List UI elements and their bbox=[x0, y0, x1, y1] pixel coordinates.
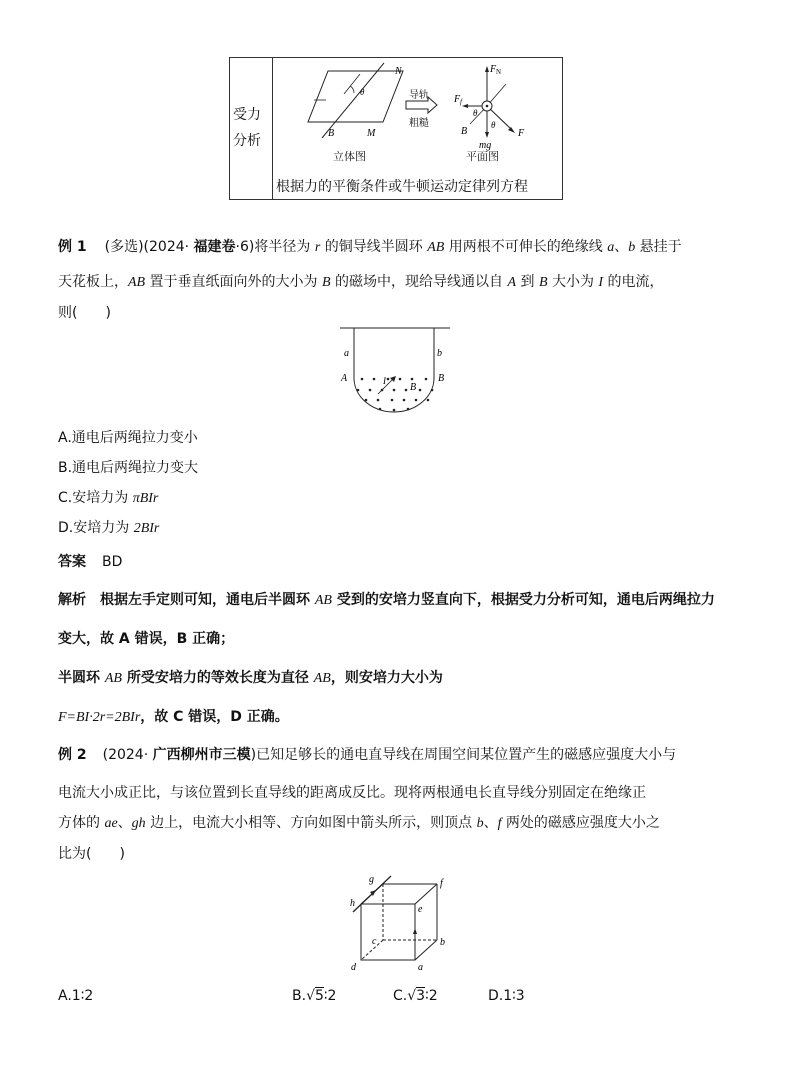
figure-plane-forces bbox=[440, 62, 540, 152]
caption-plane: 平面图 bbox=[466, 150, 499, 163]
analysis-line2: 变大，故 A 错误，B 正确； bbox=[58, 631, 235, 647]
text-fragment: 用两根不可伸长的绝缘线 bbox=[444, 239, 608, 255]
example2-label: 例 2 bbox=[58, 747, 87, 763]
current-arrow bbox=[378, 378, 394, 394]
analysis-line1 bbox=[58, 589, 715, 609]
answer-label: 答案 bbox=[58, 554, 86, 570]
example2-line3 bbox=[58, 812, 660, 832]
label-FN: F bbox=[490, 64, 497, 75]
force-mg-head bbox=[485, 132, 489, 138]
label-B-end: B bbox=[438, 373, 445, 384]
text-fragment: 所受安培力的等效长度为直径 bbox=[121, 670, 314, 686]
vertex-g: g bbox=[369, 874, 374, 885]
text-fragment: 大小为 bbox=[547, 274, 599, 290]
math-var: AB bbox=[427, 240, 445, 255]
label-a: a bbox=[344, 348, 349, 359]
math-var: AB bbox=[313, 671, 331, 686]
semicircle-ring bbox=[354, 378, 434, 412]
field-dots bbox=[357, 378, 434, 412]
source-name: 福建卷 bbox=[193, 239, 236, 255]
rod-line bbox=[322, 63, 384, 138]
example1-line1 bbox=[58, 236, 682, 256]
math-var: AB bbox=[128, 275, 146, 290]
text-fragment: (多选)(2024· bbox=[104, 239, 194, 255]
option-B: B.通电后两绳拉力变大 bbox=[58, 460, 199, 476]
text-fragment: 置于垂直纸面向外的大小为 bbox=[145, 274, 323, 290]
table-divider bbox=[272, 58, 273, 199]
text-fragment: ·6)将半径为 bbox=[235, 239, 315, 255]
text-fragment: )已知足够长的通电直导线在周围空间某位置产生的磁感应强度大小与 bbox=[250, 747, 677, 763]
rod-dot bbox=[486, 105, 489, 108]
text-fragment: 两处的磁感应强度大小之 bbox=[501, 815, 660, 831]
option-text: C. bbox=[393, 988, 408, 1004]
label-M: M bbox=[367, 128, 376, 139]
math-var: a bbox=[607, 240, 615, 255]
ex2-option-B bbox=[292, 988, 336, 1004]
example2-line1 bbox=[58, 744, 676, 764]
math-var: b bbox=[476, 816, 484, 831]
label-A: A bbox=[341, 373, 348, 384]
math-var: gh bbox=[131, 816, 146, 831]
math-var: I bbox=[598, 275, 604, 290]
math-var: A bbox=[507, 275, 517, 290]
label-theta2: θ bbox=[491, 120, 496, 130]
option-text: D.安培力为 bbox=[58, 520, 134, 536]
vertex-a: a bbox=[418, 962, 423, 973]
option-D bbox=[58, 517, 159, 537]
label-theta1: θ bbox=[473, 108, 478, 118]
sqrt-radicand: 3 bbox=[416, 988, 426, 1004]
option-C bbox=[58, 487, 158, 507]
text-fragment: 方体的 bbox=[58, 815, 105, 831]
option-text: B. bbox=[292, 988, 307, 1004]
sqrt-sign: √ bbox=[306, 988, 315, 1004]
label-I: I bbox=[383, 376, 386, 386]
vertex-c: c bbox=[372, 936, 377, 947]
option-text: ∶2 bbox=[425, 988, 438, 1004]
label-Ff: F bbox=[454, 94, 461, 105]
math-formula: F=BI·2r=2BIr bbox=[58, 710, 141, 725]
cube-edge-ba bbox=[415, 940, 437, 960]
option-A: A.通电后两绳拉力变小 bbox=[58, 430, 198, 446]
option-text: C.安培力为 bbox=[58, 490, 133, 506]
text-fragment: 的电流， bbox=[603, 274, 664, 290]
text-fragment: 根据左手定则可知，通电后半圆环 bbox=[100, 592, 315, 608]
example1-line2 bbox=[58, 271, 664, 291]
method-text: 根据力的平衡条件或牛顿运动定律列方程 bbox=[276, 179, 528, 195]
ex2-option-D: D.1∶3 bbox=[488, 988, 525, 1004]
label-B-plane: B bbox=[461, 126, 468, 137]
caption-3d: 立体图 bbox=[333, 150, 366, 163]
source-name: 广西柳州市三模 bbox=[152, 747, 251, 763]
example1-line3: 则( ) bbox=[58, 305, 111, 321]
math-var: r bbox=[314, 240, 321, 255]
text-fragment: 边上，电流大小相等、方向如图中箭头所示，则顶点 bbox=[145, 815, 477, 831]
vertex-h: h bbox=[350, 898, 355, 909]
answer-value: BD bbox=[102, 554, 123, 570]
ex2-option-C bbox=[393, 988, 438, 1004]
force-Ff-head bbox=[462, 104, 468, 108]
sqrt-radicand: 5 bbox=[314, 988, 324, 1004]
label-mg: mg bbox=[479, 140, 492, 151]
cube-edge-fe bbox=[415, 884, 437, 904]
text-fragment: 到 bbox=[516, 274, 539, 290]
vertex-f: f bbox=[440, 878, 443, 889]
example2-line2: 电流大小成正比，与该位置到长直导线的距离成反比。现将两根通电长直导线分别固定在绝缘正 bbox=[58, 785, 646, 801]
arrow-label-top: 导轨 bbox=[409, 90, 429, 101]
option-math: πBIr bbox=[132, 491, 159, 506]
label-B: B bbox=[328, 128, 335, 139]
label-FN-sub: N bbox=[496, 68, 502, 76]
label-b: b bbox=[437, 348, 442, 359]
analysis-label: 解析 bbox=[58, 592, 86, 608]
field-line bbox=[344, 74, 360, 94]
option-text: ∶2 bbox=[323, 988, 337, 1004]
text-fragment: 悬挂于 bbox=[635, 239, 682, 255]
row-label-line2: 分析 bbox=[233, 133, 261, 149]
label-N: N bbox=[395, 66, 402, 77]
text-fragment: 天花板上， bbox=[58, 274, 128, 290]
row-label-line1: 受力 bbox=[233, 107, 261, 123]
text-fragment: 受到的安培力竖直向下，根据受力分析可知，通电后两绳拉力 bbox=[331, 592, 715, 608]
text-fragment: 、 bbox=[483, 815, 498, 831]
vertex-e: e bbox=[418, 904, 423, 915]
analysis-line4 bbox=[58, 706, 289, 726]
text-fragment: (2024· bbox=[102, 747, 153, 763]
analysis-line3 bbox=[58, 667, 443, 687]
label-Ff-sub: f bbox=[460, 98, 462, 106]
math-var: AB bbox=[104, 671, 122, 686]
force-F-head bbox=[508, 127, 515, 133]
label-theta: θ bbox=[360, 87, 365, 97]
text-fragment: 、 bbox=[117, 815, 132, 831]
vertex-b: b bbox=[440, 937, 445, 948]
rail-plane bbox=[308, 71, 403, 122]
text-fragment: ，故 C 错误，D 正确。 bbox=[140, 709, 289, 725]
math-var: B bbox=[538, 275, 548, 290]
math-var: AB bbox=[314, 593, 332, 608]
theta-arc bbox=[350, 86, 354, 93]
label-F: F bbox=[518, 128, 525, 139]
ex2-option-A: A.1∶2 bbox=[58, 988, 94, 1004]
arrow-label-bottom: 粗糙 bbox=[409, 118, 429, 129]
answer-line bbox=[58, 551, 122, 571]
text-fragment: ，则安培力大小为 bbox=[330, 670, 443, 686]
math-var: b bbox=[628, 240, 636, 255]
text-fragment: 半圆环 bbox=[58, 670, 105, 686]
example2-line4: 比为( ) bbox=[58, 846, 125, 862]
example1-label: 例 1 bbox=[58, 239, 87, 255]
text-fragment: 的磁场中，现给导线通以自 bbox=[330, 274, 508, 290]
sqrt-sign: √ bbox=[407, 988, 417, 1004]
text-fragment: 、 bbox=[614, 239, 629, 255]
math-var: B bbox=[322, 275, 331, 290]
math-var: ae bbox=[104, 816, 118, 831]
option-math: 2BIr bbox=[133, 521, 160, 536]
figure-cube bbox=[345, 872, 455, 974]
cube-front-face bbox=[361, 904, 415, 960]
text-fragment: 的铜导线半圆环 bbox=[320, 239, 428, 255]
label-B-field: B bbox=[410, 382, 417, 393]
force-FN-head bbox=[485, 66, 489, 72]
math-var: f bbox=[497, 816, 502, 831]
vertex-d: d bbox=[351, 962, 356, 973]
wire-ae-arrow bbox=[413, 928, 417, 934]
figure-semicircle bbox=[340, 326, 452, 414]
